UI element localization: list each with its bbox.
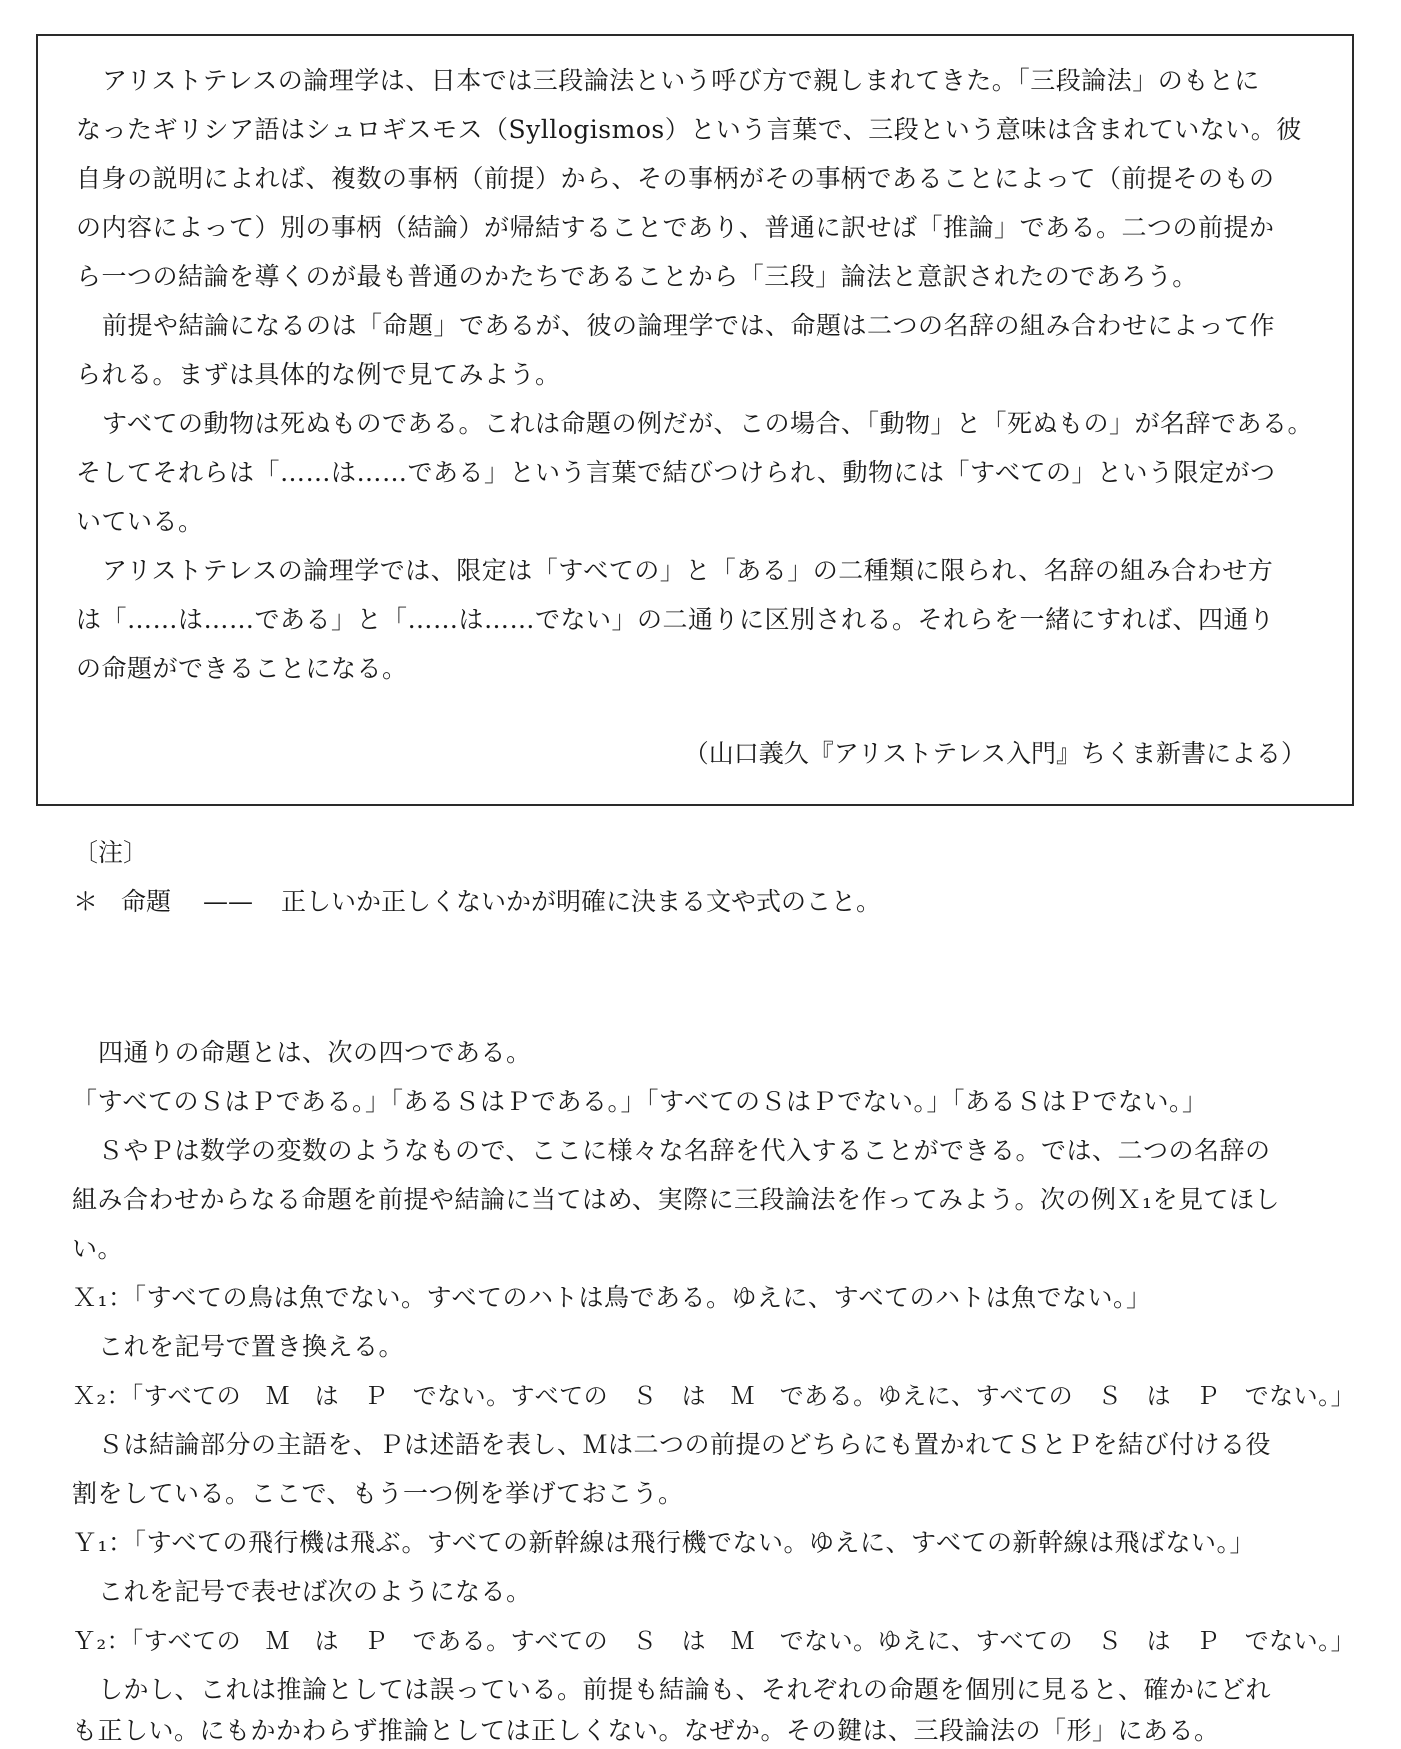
example-y1: Ｙ₁：「すべての飛行機は飛ぶ。すべての新幹線は飛行機でない。ゆえに、すべての新幹線は飛ばない。」 <box>72 1528 1256 1557</box>
passage-line: の命題ができることになる。 <box>76 654 408 683</box>
passage-line: アリストテレスの論理学では、限定は「すべての」と「ある」の二種類に限られ、名辞の組み合わせ方 <box>102 556 1274 585</box>
example-x1: Ｘ₁：「すべての鳥は魚でない。すべてのハトは鳥である。ゆえに、すべてのハトは魚でない。」 <box>72 1283 1152 1312</box>
passage-line: ら一つの結論を導くのが最も普通のかたちであることから「三段」論法と意訳されたのであろう。 <box>76 262 1198 291</box>
body-line: 割をしている。ここで、もう一つ例を挙げておこう。 <box>72 1479 684 1508</box>
note-dash: —— <box>203 887 253 916</box>
note-entry <box>73 887 881 917</box>
body-line: しかし、これは推論としては誤っている。前提も結論も、それぞれの命題を個別に見ると、確かにどれ <box>98 1675 1272 1704</box>
passage-line: 前提や結論になるのは「命題」であるが、彼の論理学では、命題は二つの名辞の組み合わせによって作 <box>102 311 1276 340</box>
body-line: 「すべてのＳはＰである。」「あるＳはＰである。」「すべてのＳはＰでない。」「あるＳはＰでない。」 <box>72 1087 1208 1116</box>
body-line: 四通りの命題とは、次の四つである。 <box>98 1038 532 1067</box>
body-line: い。 <box>72 1234 124 1263</box>
body-line: Ｓは結論部分の主語を、Ｐは述語を表し、Ｍは二つの前提のどちらにも置かれてＳとＰを結び付ける役 <box>98 1430 1272 1459</box>
body-line: これを記号で表せば次のようになる。 <box>98 1577 532 1606</box>
body-line: も正しい。にもかかわらず推論としては正しくない。なぜか。その鍵は、三段論法の「形」にある。 <box>72 1716 1220 1745</box>
example-x2: Ｘ₂：「すべての Ｍ は Ｐ でない。すべての Ｓ は Ｍ である。ゆえに、すべての Ｓ は Ｐ でない。」 <box>72 1382 1356 1410</box>
body-line: ＳやＰは数学の変数のようなもので、ここに様々な名辞を代入することができる。では、二つの名辞の <box>98 1136 1271 1165</box>
note-term: 命題 <box>121 887 172 916</box>
example-y2: Ｙ₂：「すべての Ｍ は Ｐ である。すべての Ｓ は Ｍ でない。ゆえに、すべての Ｓ は Ｐ でない。」 <box>72 1627 1356 1655</box>
note-asterisk: ＊ <box>73 887 99 916</box>
note-label: 〔注〕 <box>73 838 149 867</box>
passage-line: すべての動物は死ぬものである。これは命題の例だが、この場合、「動物」と「死ぬもの」が名辞である。 <box>102 409 1314 438</box>
passage-line: 自身の説明によれば、複数の事柄（前提）から、その事柄がその事柄であることによって（前提そのもの <box>76 164 1275 193</box>
body-line: これを記号で置き換える。 <box>98 1332 405 1361</box>
passage-line: の内容によって）別の事柄（結論）が帰結することであり、普通に訳せば「推論」である。二つの前提か <box>76 213 1275 242</box>
source-citation: （山口義久『アリストテレス入門』ちくま新書による） <box>683 739 1306 768</box>
note-definition: 正しいか正しくないかが明確に決まる文や式のこと。 <box>281 887 882 916</box>
quoted-passage-box <box>36 34 1354 806</box>
passage-line: アリストテレスの論理学は、日本では三段論法という呼び方で親しまれてきた。「三段論法」のもとに <box>102 66 1260 95</box>
passage-line: られる。まずは具体的な例で見てみよう。 <box>76 360 561 389</box>
passage-line: そしてそれらは「……は……である」という言葉で結びつけられ、動物には「すべての」という限定がつ <box>76 458 1276 487</box>
passage-line: なったギリシア語はシュロギスモス（Syllogismos）という言葉で、三段という意味は含まれていない。彼 <box>76 115 1302 144</box>
passage-line: いている。 <box>76 507 204 536</box>
passage-line: は「……は……である」と「……は……でない」の二通りに区別される。それらを一緒にすれば、四通り <box>76 605 1275 634</box>
body-line: 組み合わせからなる命題を前提や結論に当てはめ、実際に三段論法を作ってみよう。次の例Ｘ₁を見てほし <box>72 1185 1281 1214</box>
